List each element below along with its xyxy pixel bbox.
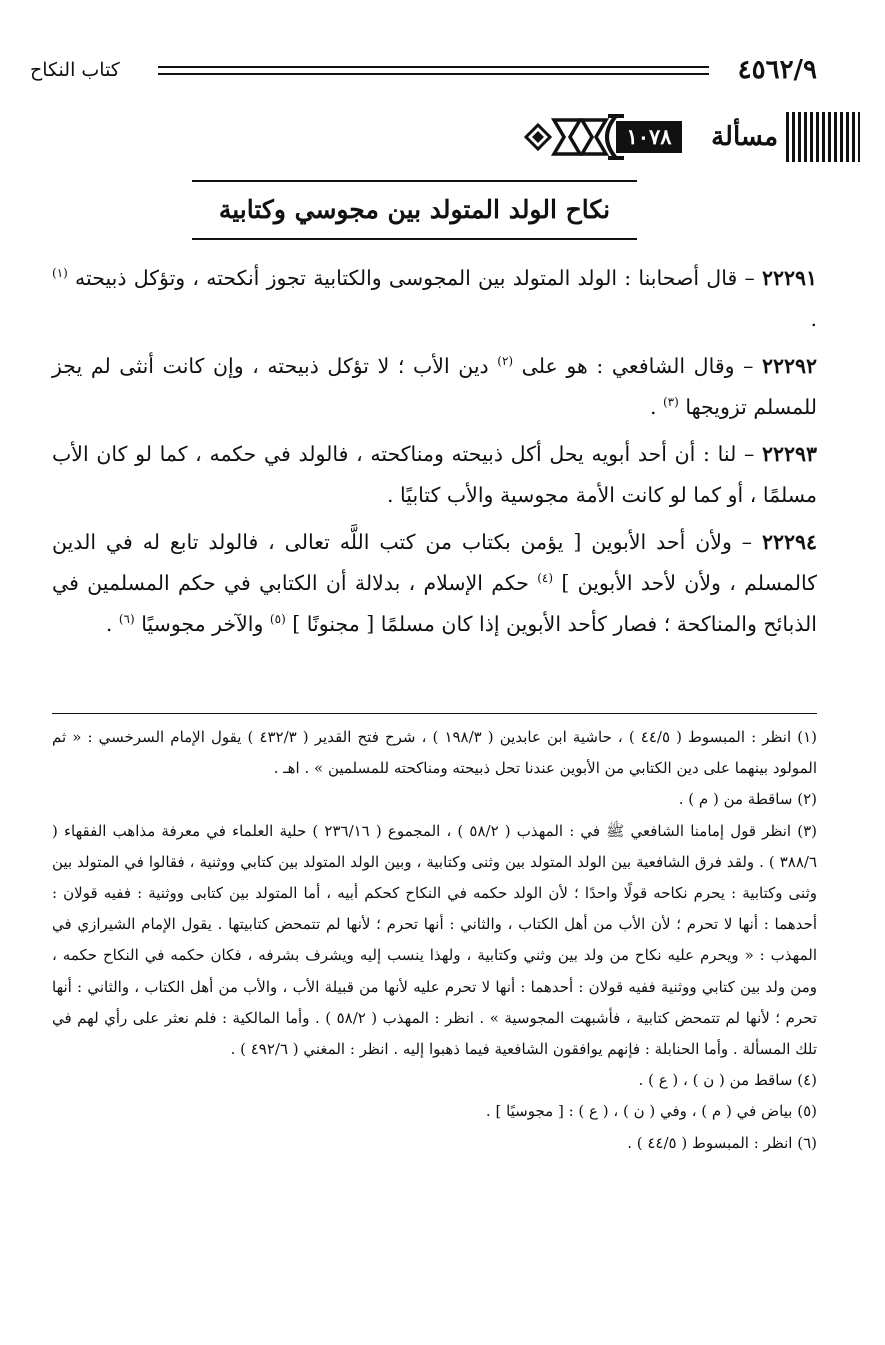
footnote-4: (٤) ساقط من ( ن ) ، ( ع ) .	[638, 1071, 817, 1090]
paragraph-text: والآخر مجوسيًا	[134, 612, 270, 636]
paragraph-text: .	[105, 612, 119, 636]
footnote-2: (٢) ساقطة من ( م ) .	[678, 790, 817, 809]
paragraph-text: – قال أصحابنا : الولد المتولد بين المجوسى والكتابية تجوز أنكحته ، وتؤكل ذبيحته	[67, 266, 762, 290]
paragraph-text: – ولأن أحد الأبوين [ يؤمن بكتاب من كتب اللَّه تعالى ، فالولد تابع له في الدين كالمسلم ، ولأن لأحد الأبوين ]	[52, 530, 817, 595]
paragraph-number: ٢٢٢٩١	[761, 266, 817, 290]
paragraph-number: ٢٢٢٩٢	[761, 354, 817, 378]
footnote-ref: (٥)	[269, 612, 286, 627]
header-rule	[158, 66, 709, 75]
masala-label: مسألة	[711, 122, 778, 152]
chapter-title: نكاح الولد المتولد بين مجوسي وكتابية	[192, 180, 637, 240]
footnote-separator	[52, 713, 817, 714]
paragraph-text: – لنا : أن أحد أبويه يحل أكل ذبيحته ومناكحته ، فالولد في حكمه ، كما لو كان الأب مسلمًا ، أو كما لو كانت الأمة مجوسية والأب كتابيًا .	[52, 442, 817, 507]
paragraph-22291	[52, 258, 817, 340]
paragraph-number: ٢٢٢٩٣	[761, 442, 817, 466]
main-text	[52, 258, 817, 651]
paragraph-text: .	[649, 395, 663, 419]
paragraph-text: – وقال الشافعي : هو على	[513, 354, 762, 378]
footnote-1: (١) انظر : المبسوط ( ٤٤/٥ ) ، حاشية ابن عابدين ( ١٩٨/٣ ) ، شرح فتح القدير ( ٤٣٢/٣ ) يقول الإمام السرخسي : « ثم المولود بينهما على دين الكتابي من الأبوين عندنا تحل ذبيحته ومناكحته للمسلمين » . اهـ .	[52, 728, 817, 778]
footnote-3: (٣) انظر قول إمامنا الشافعي ﷺ في : المهذب ( ٥٨/٢ ) ، المجموع ( ٢٣٦/١٦ ) حلية العلماء في معرفة مذاهب الفقهاء ( ٣٨٨/٦ ) . ولقد فرق الشافعية بين الولد المتولد بين وثنى وكتابية ، وبين الولد المتولد بين كتابي ووثنية ، فقالوا في المتولد بين وثنى وكتابية : يحرم نكاحه قولًا واحدًا ؛ لأن الولد حكمه في النكاح كحكم أبيه ، أما المتولد بين كتابى ووثنية : ففيه قولان : أحدهما : أنها لا تحرم ؛ لأن الأب من أهل الكتاب ، والثاني : أنها تحرم ؛ لأنها لم تتمحض كتابيتها . يقول الإمام الشيرازي في المهذب : « ويحرم عليه نكاح من ولد بين وثني وكتابية ، ولهذا ينسب إليه ويشرف بشرفه ، فكان حكمه في النكاح حكمه ، ومن ولد بين كتابي ووثنية ففيه قولان : أحدهما : أنها لا تحرم عليه لأنها من قبيلة الأب ، والأب من أهل الكتاب ، والثاني : أنها تحرم ؛ لأنها لم تتمحض كتابية ، فأشبهت المجوسية » . انظر : المهذب ( ٥٨/٢ ) . وأما المالكية : فلم نعثر على رأي لهم في تلك المسألة . وأما الحنابلة : فإنهم يوافقون الشافعية فيما ذهبوا إليه . انظر : المغني ( ٤٩٢/٦ ) .	[52, 821, 817, 1059]
footnote-5: (٥) بياض في ( م ) ، وفي ( ن ) ، ( ع ) : [ مجوسيًا ] .	[485, 1102, 817, 1121]
page-number: ٤٥٦٢/٩	[737, 55, 817, 85]
masala-number: ١٠٧٨	[616, 121, 682, 153]
paragraph-text: حكم الإسلام ، بدلالة أن الكتابي في حكم المسلمين في الذبائح والمناكحة ؛ فصار كأحد الأبوين إذا كان مسلمًا [ مجنونًا ]	[52, 571, 817, 636]
paragraph-22293	[52, 434, 817, 516]
paragraph-text: دين الأب ؛ لا تؤكل ذبيحته ، وإن كانت أنثى لم يجز للمسلم تزويجها	[52, 354, 817, 419]
banner-stripes	[786, 112, 860, 162]
footnote-ref: (١)	[52, 266, 68, 281]
paragraph-22294	[52, 522, 817, 645]
footnote-ref: (٢)	[497, 354, 514, 369]
footnote-6: (٦) انظر : المبسوط ( ٤٤/٥ ) .	[627, 1133, 817, 1152]
paragraph-text: .	[810, 307, 817, 331]
footnote-ref: (٤)	[537, 571, 554, 586]
footnote-ref: (٦)	[118, 612, 135, 627]
paragraph-22292	[52, 346, 817, 428]
paragraph-number: ٢٢٢٩٤	[761, 530, 817, 554]
footnotes	[52, 722, 817, 1159]
book-title: كتاب النكاح	[30, 59, 120, 81]
running-header	[30, 52, 817, 88]
masala-banner	[520, 108, 860, 166]
ornament-icon	[520, 110, 630, 164]
footnote-ref: (٣)	[662, 395, 679, 410]
